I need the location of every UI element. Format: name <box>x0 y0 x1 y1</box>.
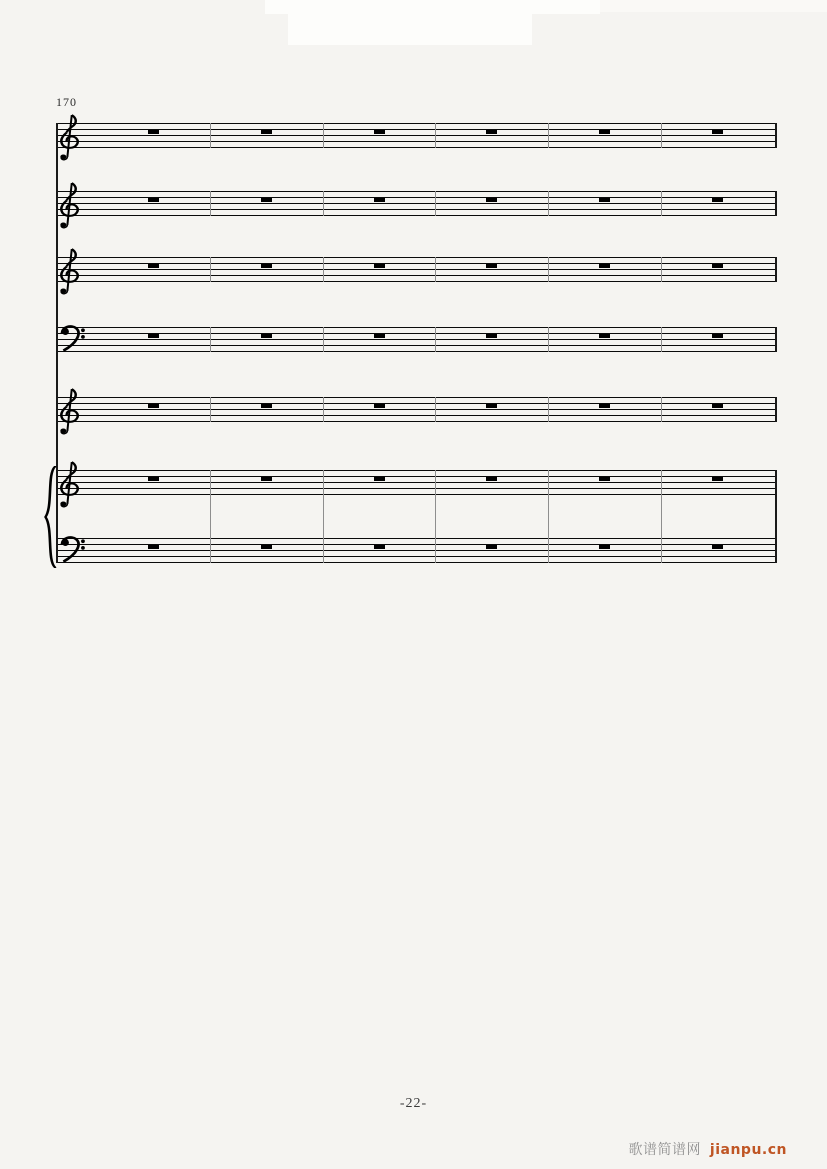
staff-line <box>56 470 777 471</box>
staff-line <box>56 275 777 276</box>
barline <box>548 327 549 352</box>
whole-rest <box>374 545 385 549</box>
barline <box>210 123 211 148</box>
whole-rest <box>374 334 385 338</box>
barline <box>435 191 436 216</box>
staff-line <box>56 269 777 270</box>
final-barline <box>775 327 777 352</box>
whole-rest <box>712 334 723 338</box>
staff-line <box>56 488 777 489</box>
staff-line <box>56 339 777 340</box>
barline <box>661 327 662 352</box>
whole-rest <box>712 477 723 481</box>
whole-rest <box>148 334 159 338</box>
staff-line <box>56 482 777 483</box>
final-barline <box>775 257 777 282</box>
treble-clef-icon <box>58 458 83 509</box>
whole-rest <box>486 130 497 134</box>
whole-rest <box>599 477 610 481</box>
staff-line <box>56 415 777 416</box>
whole-rest <box>374 477 385 481</box>
whole-rest <box>148 130 159 134</box>
staff-line <box>56 397 777 398</box>
staff-line <box>56 141 777 142</box>
staff-line <box>56 538 777 539</box>
staff-line <box>56 197 777 198</box>
whole-rest <box>712 198 723 202</box>
barline <box>210 327 211 352</box>
barline <box>435 470 436 563</box>
staff-line <box>56 147 777 148</box>
barline <box>548 257 549 282</box>
staff-line <box>56 203 777 204</box>
whole-rest <box>712 264 723 268</box>
whole-rest <box>261 130 272 134</box>
barline <box>548 191 549 216</box>
barline <box>323 470 324 563</box>
staff-line <box>56 263 777 264</box>
barline <box>661 470 662 563</box>
barline <box>210 470 211 563</box>
whole-rest <box>599 198 610 202</box>
barline <box>435 123 436 148</box>
final-barline <box>775 123 777 148</box>
staff-line <box>56 327 777 328</box>
whole-rest <box>486 198 497 202</box>
whole-rest <box>486 264 497 268</box>
bass-clef-icon <box>60 325 87 354</box>
whole-rest <box>486 404 497 408</box>
staff-line <box>56 476 777 477</box>
whole-rest <box>261 264 272 268</box>
whole-rest <box>374 130 385 134</box>
whole-rest <box>148 404 159 408</box>
whole-rest <box>261 334 272 338</box>
watermark-site-name: 歌谱简谱网 <box>628 1142 701 1158</box>
barline <box>661 191 662 216</box>
whole-rest <box>599 545 610 549</box>
staff-line <box>56 403 777 404</box>
whole-rest <box>599 334 610 338</box>
whole-rest <box>261 477 272 481</box>
whole-rest <box>148 264 159 268</box>
staff-line <box>56 421 777 422</box>
whole-rest <box>148 477 159 481</box>
barline <box>661 257 662 282</box>
staff-line <box>56 333 777 334</box>
staff-line <box>56 281 777 282</box>
whole-rest <box>712 545 723 549</box>
whole-rest <box>148 545 159 549</box>
staff-line <box>56 494 777 495</box>
whole-rest <box>486 477 497 481</box>
whole-rest <box>599 404 610 408</box>
treble-clef-icon <box>58 245 83 296</box>
barline <box>548 470 549 563</box>
whole-rest <box>261 404 272 408</box>
bass-clef-icon <box>60 536 87 565</box>
staff-line <box>56 550 777 551</box>
whole-rest <box>486 545 497 549</box>
barline <box>210 397 211 422</box>
watermark <box>628 1139 787 1159</box>
barline <box>210 191 211 216</box>
whole-rest <box>148 198 159 202</box>
staff-line <box>56 257 777 258</box>
barline <box>323 191 324 216</box>
staff-line <box>56 562 777 563</box>
barline <box>323 123 324 148</box>
treble-clef-icon <box>58 179 83 230</box>
staff-line <box>56 409 777 410</box>
whole-rest <box>599 264 610 268</box>
whole-rest <box>712 130 723 134</box>
staff-line <box>56 351 777 352</box>
final-barline <box>775 397 777 422</box>
barline <box>548 397 549 422</box>
staff-line <box>56 191 777 192</box>
staff-line <box>56 135 777 136</box>
whole-rest <box>374 404 385 408</box>
barline <box>210 257 211 282</box>
barline <box>323 327 324 352</box>
watermark-site-url: jianpu.cn <box>709 1142 787 1158</box>
staff-line <box>56 209 777 210</box>
barline <box>323 257 324 282</box>
treble-clef-icon <box>58 385 83 436</box>
barline <box>435 327 436 352</box>
whole-rest <box>486 334 497 338</box>
barline <box>548 123 549 148</box>
staff-line <box>56 345 777 346</box>
whole-rest <box>261 545 272 549</box>
staff-line <box>56 544 777 545</box>
staff-line <box>56 556 777 557</box>
piano-brace <box>43 466 57 568</box>
final-barline <box>775 470 777 563</box>
whole-rest <box>374 198 385 202</box>
treble-clef-icon <box>58 111 83 162</box>
staff-line <box>56 129 777 130</box>
staff-line <box>56 123 777 124</box>
barline <box>661 123 662 148</box>
whole-rest <box>374 264 385 268</box>
page-number: -22- <box>399 1096 428 1111</box>
staff-line <box>56 215 777 216</box>
whole-rest <box>599 130 610 134</box>
final-barline <box>775 191 777 216</box>
measure-number: 170 <box>56 95 77 109</box>
barline <box>323 397 324 422</box>
barline <box>435 397 436 422</box>
barline <box>435 257 436 282</box>
barline <box>661 397 662 422</box>
whole-rest <box>712 404 723 408</box>
whole-rest <box>261 198 272 202</box>
